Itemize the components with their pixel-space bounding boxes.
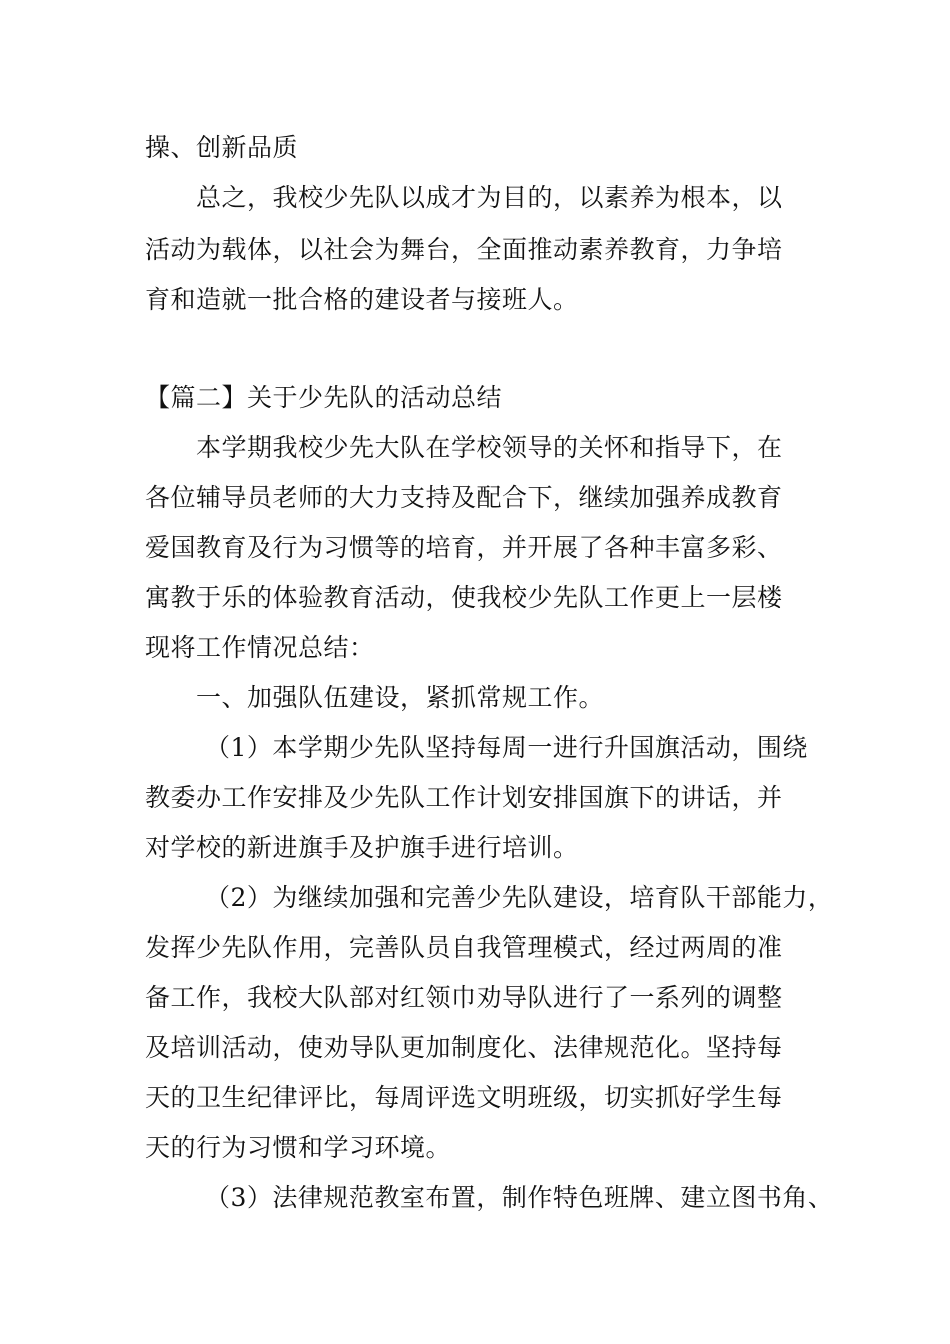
text-line: 一、加强队伍建设，紧抓常规工作。 [196, 683, 605, 712]
text-line: 备工作，我校大队部对红领巾劝导队进行了一系列的调整 [145, 983, 783, 1012]
text-line: 天的卫生纪律评比，每周评选文明班级，切实抓好学生每 [145, 1083, 783, 1112]
text-line: 育和造就一批合格的建设者与接班人。 [145, 285, 579, 314]
text-line: 对学校的新进旗手及护旗手进行培训。 [145, 833, 579, 862]
text-line: 教委办工作安排及少先队工作计划安排国旗下的讲话，并 [145, 783, 783, 812]
text-line: 本学期我校少先大队在学校领导的关怀和指导下，在 [196, 433, 783, 462]
text-line: 爱国教育及行为习惯等的培育，并开展了各种丰富多彩、 [145, 533, 783, 562]
text-line: 天的行为习惯和学习环境。 [145, 1133, 452, 1162]
text-line: （1）本学期少先队坚持每周一进行升国旗活动，围绕 [205, 733, 808, 762]
text-line: 各位辅导员老师的大力支持及配合下，继续加强养成教育 [145, 483, 783, 512]
text-line: （3）法律规范教室布置，制作特色班牌、建立图书角、 [205, 1183, 834, 1212]
text-line: 操、创新品质 [145, 133, 299, 162]
text-line: 寓教于乐的体验教育活动，使我校少先队工作更上一层楼 [145, 583, 783, 612]
section-heading: 【篇二】关于少先队的活动总结 [145, 383, 503, 412]
text-line: 活动为载体，以社会为舞台，全面推动素养教育，力争培 [145, 235, 783, 264]
text-line: 现将工作情况总结： [145, 633, 375, 662]
text-line: 发挥少先队作用，完善队员自我管理模式，经过两周的准 [145, 933, 783, 962]
text-line: （2）为继续加强和完善少先队建设，培育队干部能力， [205, 883, 834, 912]
text-line: 及培训活动，使劝导队更加制度化、法律规范化。坚持每 [145, 1033, 783, 1062]
text-line: 总之，我校少先队以成才为目的，以素养为根本，以 [196, 183, 783, 212]
